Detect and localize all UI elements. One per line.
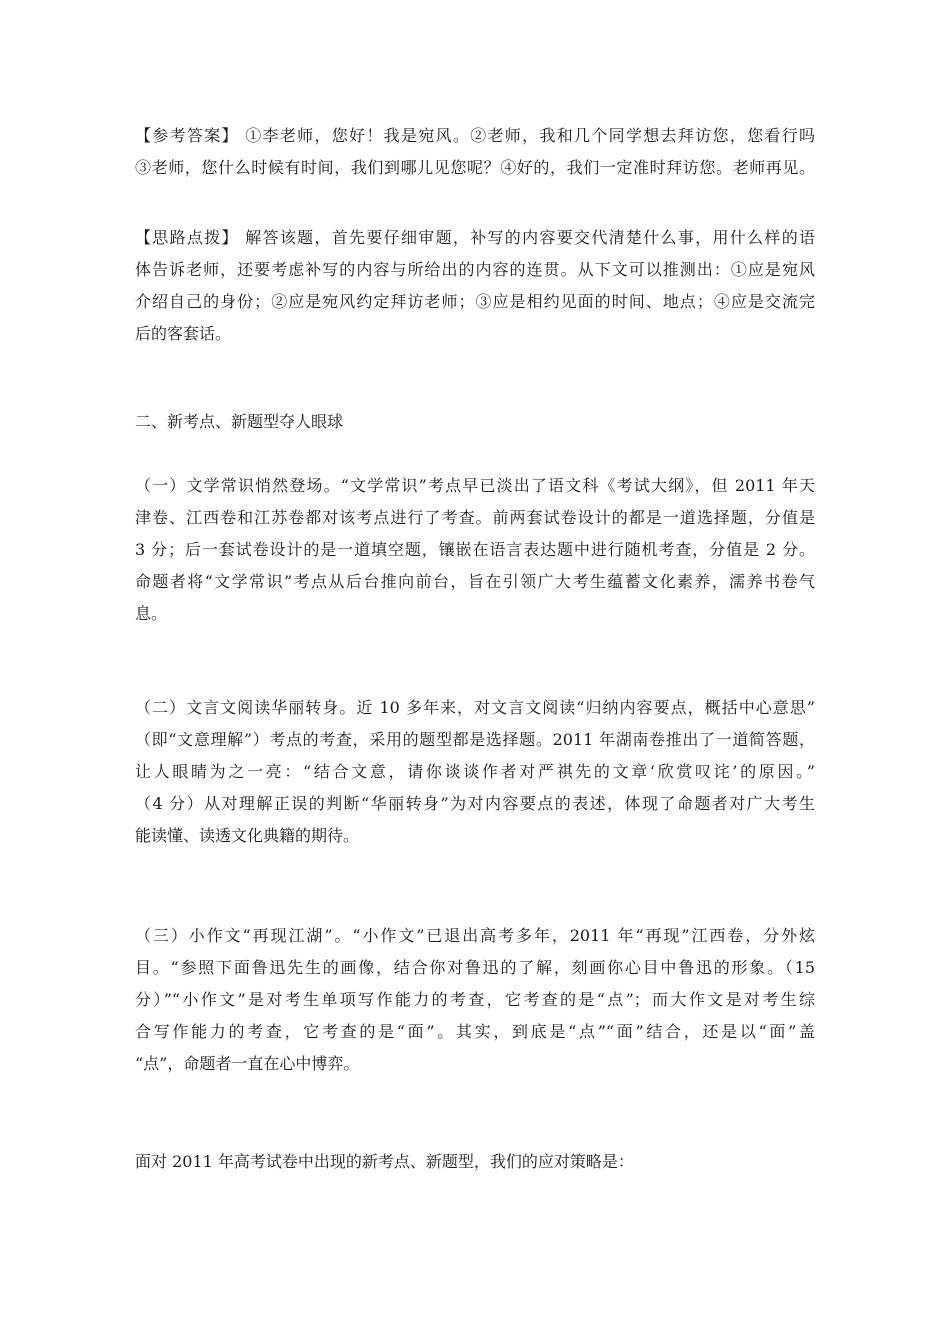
item-2-classical-chinese <box>135 692 815 852</box>
text-line: 合写作能力的考查，它考查的是“面”。其实，到底是“点”“面”结合，还是以“面”盖 <box>135 1022 815 1041</box>
item-3-short-composition <box>135 920 815 1080</box>
text-line: （二）文言文阅读华丽转身。近 10 多年来，对文言文阅读“归纳内容要点，概括中心意思” <box>135 698 815 717</box>
text-line: 津卷、江西卷和江苏卷都对该考点进行了考查。前两套试卷设计的都是一道选择题，分值是 <box>135 508 815 527</box>
text-line: （4 分）从对理解正误的判断“华丽转身”为对内容要点的表述，体现了命题者对广大考生 <box>135 794 815 813</box>
text-line: 息。 <box>135 604 168 623</box>
text-line: 体告诉老师，还要考虑补写的内容与所给出的内容的连贯。从下文可以推测出：①应是宛风 <box>135 260 815 279</box>
text-line: “点”，命题者一直在心中博弈。 <box>135 1054 360 1073</box>
text-line: 后的客套话。 <box>135 324 232 343</box>
reference-answer-paragraph <box>135 120 815 184</box>
text-line: 分）”“小作文”是对考生单项写作能力的考查，它考查的是“点”；而大作文是对考生综 <box>135 990 815 1009</box>
text-line: 介绍自己的身份；②应是宛风约定拜访老师；③应是相约见面的时间、地点；④应是交流完 <box>135 292 815 311</box>
solution-hint-paragraph <box>135 222 815 350</box>
closing-text: 面对 2011 年高考试卷中出现的新考点、新题型，我们的应对策略是： <box>135 1152 634 1171</box>
text-line: 命题者将“文学常识”考点从后台推向前台，旨在引领广大考生蕴蓄文化素养，濡养书卷气 <box>135 572 815 591</box>
closing-paragraph <box>135 1146 815 1178</box>
text-line: 目。“参照下面鲁迅先生的画像，结合你对鲁迅的了解，刻画你心目中鲁迅的形象。（15 <box>135 958 815 977</box>
text-line: 【思路点拨】 解答该题，首先要仔细审题，补写的内容要交代清楚什么事，用什么样的语 <box>135 228 815 247</box>
text-line: 3 分；后一套试卷设计的是一道填空题，镶嵌在语言表达题中进行随机考查，分值是 2 分。 <box>135 540 815 559</box>
text-line: ③老师，您什么时候有时间，我们到哪儿见您呢？④好的，我们一定准时拜访您。老师再见。 <box>135 158 815 177</box>
section-heading <box>135 406 815 438</box>
text-line: （即“文意理解”）考点的考查，采用的题型都是选择题。2011 年湖南卷推出了一道简答题， <box>135 730 815 749</box>
text-line: 能读懂、读透文化典籍的期待。 <box>135 826 360 845</box>
section-heading-text: 二、新考点、新题型夺人眼球 <box>135 412 344 431</box>
text-line: （三）小作文“再现江湖”。“小作文”已退出高考多年，2011 年“再现”江西卷，分外炫 <box>135 926 815 945</box>
text-line: 【参考答案】 ①李老师，您好！我是宛风。②老师，我和几个同学想去拜访您，您看行吗 <box>135 126 815 145</box>
text-line: （一）文学常识悄然登场。“文学常识”考点早已淡出了语文科《考试大纲》，但 2011 年天 <box>135 476 815 495</box>
item-1-literary-knowledge <box>135 470 815 630</box>
text-line: 让人眼睛为之一亮：“结合文意，请你谈谈作者对严祺先的文章‘欣赏叹诧’的原因。” <box>135 762 815 781</box>
